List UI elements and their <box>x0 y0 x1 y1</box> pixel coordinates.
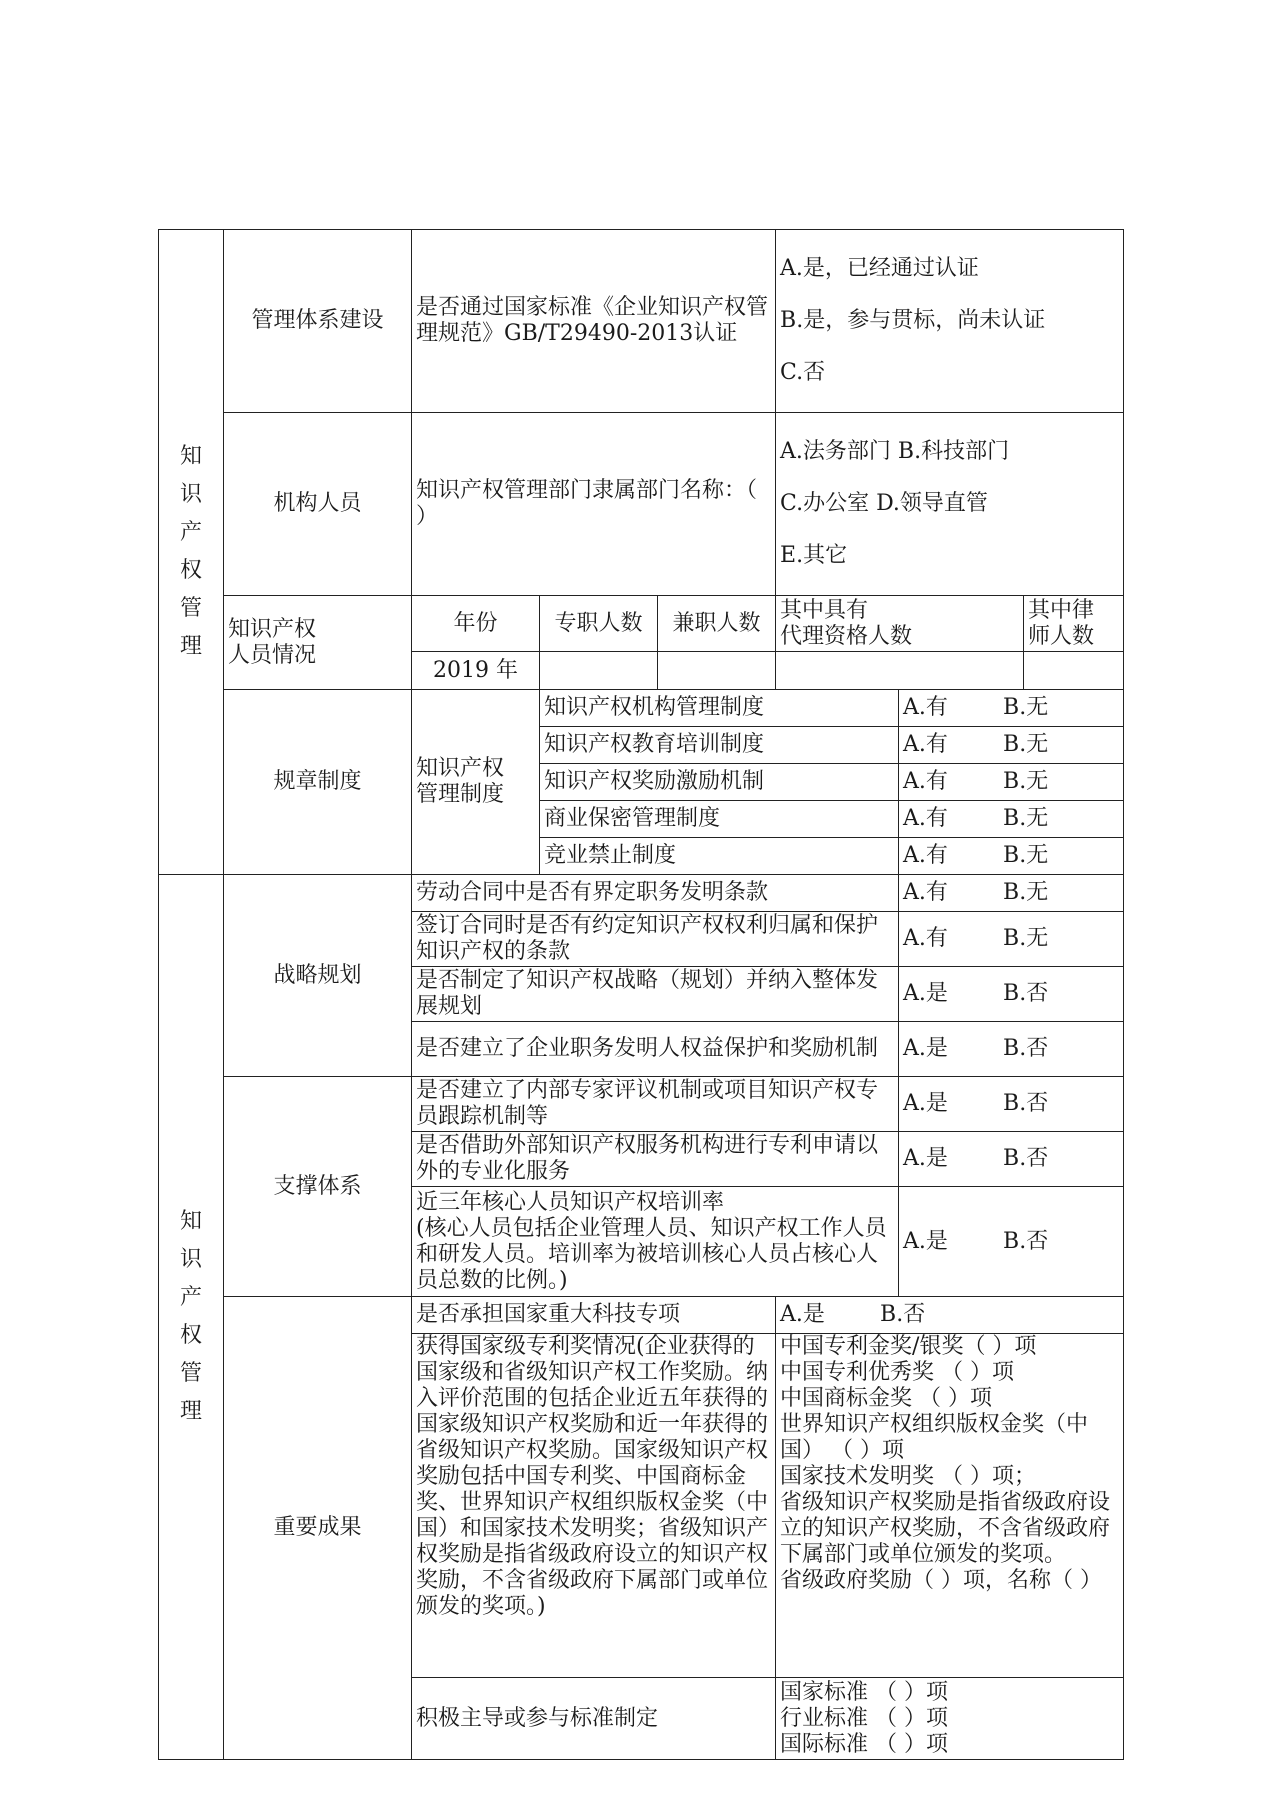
year-value: 2019 年 <box>412 652 540 690</box>
option-b[interactable]: B.无 <box>1003 880 1049 905</box>
option-b[interactable]: B.否 <box>1003 1228 1049 1254</box>
option-a[interactable]: A.有 <box>903 769 948 794</box>
support-options[interactable] <box>899 1077 1124 1132</box>
option-a[interactable]: A.有 <box>903 695 948 720</box>
fulltime-input[interactable] <box>540 652 658 690</box>
mgmt-system-options[interactable] <box>776 230 1124 413</box>
option-b[interactable]: B.无 <box>1003 732 1049 757</box>
option-a[interactable]: A.是 <box>903 1036 948 1061</box>
option-a[interactable]: A.是 <box>903 1091 948 1116</box>
strategy-question: 劳动合同中是否有界定职务发明条款 <box>412 875 899 912</box>
results-standards-answer[interactable]: 国家标准 （ ）项 行业标准 （ ）项 国际标准 （ ）项 <box>776 1678 1124 1760</box>
option-a[interactable]: A.是 <box>903 1228 948 1254</box>
ip-management-form <box>158 229 1124 1760</box>
option-a[interactable]: A.是 <box>903 1146 948 1171</box>
results-awards-answer[interactable]: 中国专利金奖/银奖（ ）项 中国专利优秀奖 （ ）项 中国商标金奖 （ ）项 世界知识产权组织版权金奖（中国） （ ）项 国家技术发明奖 （ ）项； 省级知识产权奖励是指省级政府设立的知识产权奖励，不含省级政府下属部门或单位颁发的奖项。 省级政府奖励（ ）项，名称（ ） <box>776 1334 1124 1678</box>
rule-options[interactable] <box>899 764 1124 801</box>
rules-category: 规章制度 <box>224 690 412 875</box>
rule-options[interactable] <box>899 801 1124 838</box>
org-staff-options[interactable] <box>776 413 1124 596</box>
strategy-options[interactable] <box>899 1022 1124 1077</box>
org-staff-category: 机构人员 <box>224 413 412 596</box>
row-ip-staff-header <box>159 596 1124 652</box>
lawyer-input[interactable] <box>1024 652 1124 690</box>
option-b[interactable]: B.无 <box>1003 926 1049 951</box>
option-b[interactable]: B.无 <box>1003 843 1049 868</box>
option-a[interactable]: A.有 <box>903 880 948 905</box>
rule-name: 商业保密管理制度 <box>540 801 899 838</box>
option-a[interactable]: A.是 <box>903 981 948 1006</box>
strategy-options[interactable] <box>899 875 1124 912</box>
option-b[interactable]: B.否 <box>1003 1091 1049 1116</box>
section-2-label: 知 识 产 权 管 理 <box>159 875 224 1760</box>
row-org-staff <box>159 413 1124 596</box>
row-mgmt-system <box>159 230 1124 413</box>
results-awards-question: 获得国家级专利奖情况(企业获得的国家级和省级知识产权工作奖励。纳入评价范围的包括企业近五年获得的国家级知识产权奖励和近一年获得的省级知识产权奖励。国家级知识产权奖励包括中国专利奖、中国商标金奖、世界知识产权组织版权金奖（中国）和国家技术发明奖；省级知识产权奖励是指省级政府设立的知识产权奖励，不含省级政府下属部门或单位颁发的奖项。) <box>412 1334 776 1678</box>
support-options[interactable] <box>899 1187 1124 1297</box>
option-b[interactable]: B.否 <box>1003 1036 1049 1061</box>
option-a[interactable]: A.有 <box>903 926 948 951</box>
strategy-options[interactable] <box>899 912 1124 967</box>
option-ab[interactable]: A.法务部门 B.科技部门 <box>780 439 1010 464</box>
option-a[interactable]: A.有 <box>903 843 948 868</box>
results-major-options[interactable] <box>776 1297 1124 1334</box>
option-b[interactable]: B.否 <box>880 1302 926 1327</box>
mgmt-system-question: 是否通过国家标准《企业知识产权管理规范》GB/T29490-2013认证 <box>412 230 776 413</box>
header-fulltime: 专职人数 <box>540 596 658 652</box>
header-lawyer: 其中律 师人数 <box>1024 596 1124 652</box>
results-category: 重要成果 <box>224 1297 412 1760</box>
ip-staff-category: 知识产权 人员情况 <box>224 596 412 690</box>
header-agent: 其中具有 代理资格人数 <box>776 596 1024 652</box>
option-a[interactable]: A.有 <box>903 732 948 757</box>
results-standards-question: 积极主导或参与标准制定 <box>412 1678 776 1760</box>
section-1-label: 知 识 产 权 管 理 <box>159 230 224 875</box>
option-c[interactable]: C.否 <box>780 360 826 385</box>
rule-options[interactable] <box>899 690 1124 727</box>
option-e[interactable]: E.其它 <box>780 543 848 568</box>
header-parttime: 兼职人数 <box>658 596 776 652</box>
support-options[interactable] <box>899 1132 1124 1187</box>
rule-name: 知识产权教育培训制度 <box>540 727 899 764</box>
rule-name: 知识产权奖励激励机制 <box>540 764 899 801</box>
strategy-question: 是否建立了企业职务发明人权益保护和奖励机制 <box>412 1022 899 1077</box>
rule-options[interactable] <box>899 838 1124 875</box>
results-major-row <box>159 1297 1124 1334</box>
option-a[interactable]: A.有 <box>903 806 948 831</box>
strategy-category: 战略规划 <box>224 875 412 1077</box>
mgmt-system-category: 管理体系建设 <box>224 230 412 413</box>
support-row <box>159 1077 1124 1132</box>
rule-name: 竞业禁止制度 <box>540 838 899 875</box>
option-b[interactable]: B.无 <box>1003 695 1049 720</box>
strategy-question: 签订合同时是否有约定知识产权权利归属和保护知识产权的条款 <box>412 912 899 967</box>
agent-input[interactable] <box>776 652 1024 690</box>
results-major-question: 是否承担国家重大科技专项 <box>412 1297 776 1334</box>
option-a[interactable]: A.是，已经通过认证 <box>780 256 979 281</box>
rule-name: 知识产权机构管理制度 <box>540 690 899 727</box>
option-b[interactable]: B.否 <box>1003 1146 1049 1171</box>
option-b[interactable]: B.是，参与贯标，尚未认证 <box>780 308 1046 333</box>
strategy-question: 是否制定了知识产权战略（规划）并纳入整体发展规划 <box>412 967 899 1022</box>
option-b[interactable]: B.否 <box>1003 981 1049 1006</box>
parttime-input[interactable] <box>658 652 776 690</box>
org-staff-question: 知识产权管理部门隶属部门名称：（ ） <box>412 413 776 596</box>
header-year: 年份 <box>412 596 540 652</box>
strategy-row <box>159 875 1124 912</box>
option-b[interactable]: B.无 <box>1003 806 1049 831</box>
support-category: 支撑体系 <box>224 1077 412 1297</box>
support-question: 近三年核心人员知识产权培训率 (核心人员包括企业管理人员、知识产权工作人员和研发人员。培训率为被培训核心人员占核心人员总数的比例。) <box>412 1187 899 1297</box>
rule-options[interactable] <box>899 727 1124 764</box>
option-a[interactable]: A.是 <box>780 1302 825 1327</box>
support-question: 是否借助外部知识产权服务机构进行专利申请以外的专业化服务 <box>412 1132 899 1187</box>
strategy-options[interactable] <box>899 967 1124 1022</box>
option-cd[interactable]: C.办公室 D.领导直管 <box>780 491 988 516</box>
option-b[interactable]: B.无 <box>1003 769 1049 794</box>
rule-row <box>159 690 1124 727</box>
support-question: 是否建立了内部专家评议机制或项目知识产权专员跟踪机制等 <box>412 1077 899 1132</box>
rules-group-label: 知识产权 管理制度 <box>412 690 540 875</box>
